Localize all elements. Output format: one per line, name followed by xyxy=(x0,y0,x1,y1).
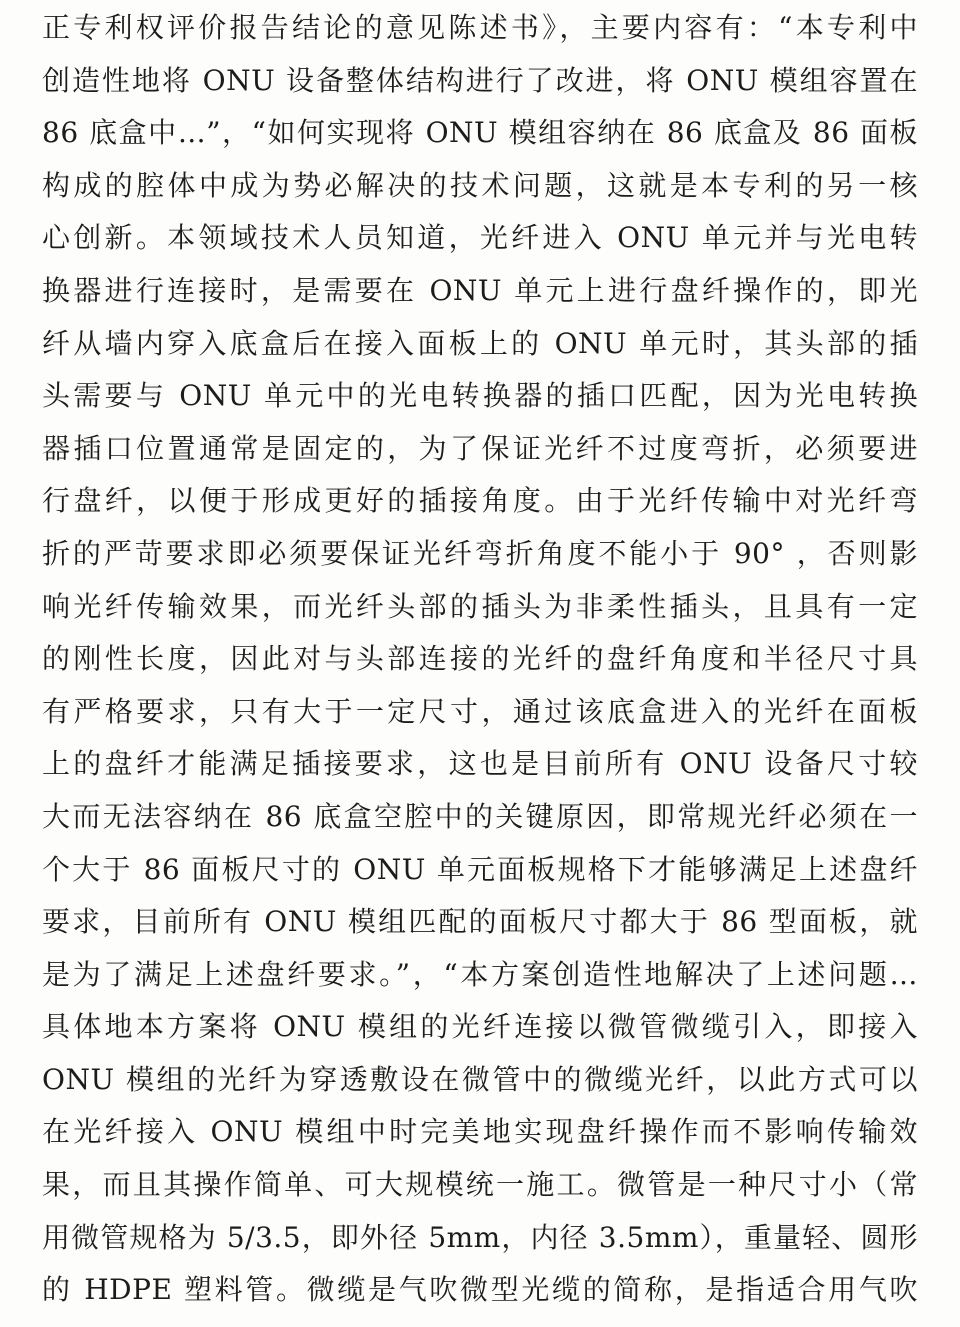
text-line: 用微管规格为 5/3.5，即外径 5mm，内径 3.5mm），重量轻、圆形 xyxy=(42,1220,918,1254)
text-line: 要求，目前所有 ONU 模组匹配的面板尺寸都大于 86 型面板，就 xyxy=(42,905,918,939)
text-line: 响光纤传输效果，而光纤头部的插头为非柔性插头，且具有一定 xyxy=(42,589,918,623)
text-line: 换器进行连接时，是需要在 ONU 单元上进行盘纤操作的，即光 xyxy=(42,273,918,307)
text-line: 器插口位置通常是固定的，为了保证光纤不过度弯折，必须要进 xyxy=(42,431,918,465)
text-line: 创造性地将 ONU 设备整体结构进行了改进，将 ONU 模组容置在 xyxy=(42,63,918,97)
text-line: 上的盘纤才能满足插接要求，这也是目前所有 ONU 设备尺寸较 xyxy=(42,747,918,781)
text-line: 个大于 86 面板尺寸的 ONU 单元面板规格下才能够满足上述盘纤 xyxy=(42,852,918,886)
text-line: ONU 模组的光纤为穿透敷设在微管中的微缆光纤，以此方式可以 xyxy=(42,1062,918,1096)
text-line: 心创新。本领域技术人员知道，光纤进入 ONU 单元并与光电转 xyxy=(42,221,918,255)
text-line: 具体地本方案将 ONU 模组的光纤连接以微管微缆引入，即接入 xyxy=(42,1010,918,1044)
text-line: 大而无法容纳在 86 底盒空腔中的关键原因，即常规光纤必须在一 xyxy=(42,799,918,833)
body-text xyxy=(42,2,918,1317)
text-line: 果，而且其操作简单、可大规模统一施工。微管是一种尺寸小（常 xyxy=(42,1168,918,1202)
text-line: 折的严苛要求即必须要保证光纤弯折角度不能小于 90° ，否则影 xyxy=(42,536,918,570)
text-line: 构成的腔体中成为势必解决的技术问题，这就是本专利的另一核 xyxy=(42,168,918,202)
text-line: 是为了满足上述盘纤要求。”，“本方案创造性地解决了上述问题… xyxy=(42,957,918,991)
text-line: 正专利权评价报告结论的意见陈述书》，主要内容有：“本专利中 xyxy=(42,11,918,44)
text-line: 有严格要求，只有大于一定尺寸，通过该底盒进入的光纤在面板 xyxy=(42,694,918,728)
text-line: 行盘纤，以便于形成更好的插接角度。由于光纤传输中对光纤弯 xyxy=(42,484,918,518)
text-line: 的刚性长度，因此对与头部连接的光纤的盘纤角度和半径尺寸具 xyxy=(42,642,918,676)
text-line: 的 HDPE 塑料管。微缆是气吹微型光缆的简称，是指适合用气吹 xyxy=(42,1273,918,1307)
text-line: 在光纤接入 ONU 模组中时完美地实现盘纤操作而不影响传输效 xyxy=(42,1115,918,1149)
text-line: 头需要与 ONU 单元中的光电转换器的插口匹配，因为光电转换 xyxy=(42,379,918,413)
text-line: 纤从墙内穿入底盒后在接入面板上的 ONU 单元时，其头部的插 xyxy=(42,326,918,360)
text-line: 86 底盒中…”，“如何实现将 ONU 模组容纳在 86 底盒及 86 面板 xyxy=(42,116,918,150)
